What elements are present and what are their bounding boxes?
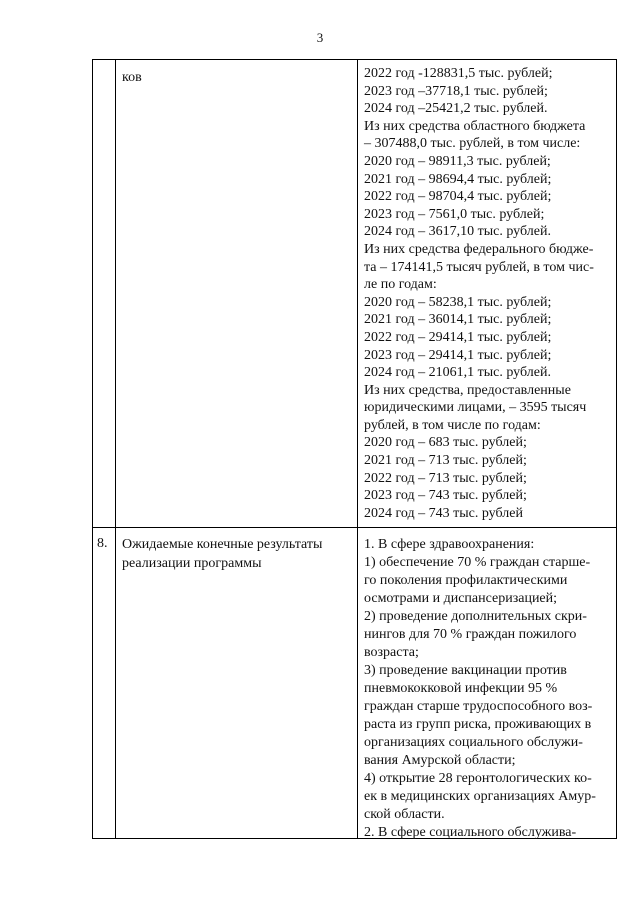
content-line: 2024 год –25421,2 тыс. рублей. [364, 101, 548, 117]
row-number: 8. [93, 528, 116, 838]
row-content [358, 528, 616, 838]
content-line: возраста; [364, 645, 419, 660]
content-line: 1. В сфере здравоохранения: [364, 537, 535, 552]
content-line: осмотрами и диспансеризацией; [364, 591, 558, 606]
content-line: рублей, в том числе по годам: [364, 417, 541, 433]
row-content [358, 60, 616, 527]
content-line: Из них средства федерального бюдже- [364, 241, 594, 257]
content-line: 1) обеспечение 70 % граждан старше- [364, 555, 591, 570]
content-line: раста из групп риска, проживающих в [364, 717, 592, 732]
content-line: го поколения профилактическими [364, 573, 568, 588]
content-line: 2021 год – 98694,4 тыс. рублей; [364, 171, 552, 187]
content-line: 2024 год – 21061,1 тыс. рублей. [364, 365, 551, 381]
content-line: 2023 год – 29414,1 тыс. рублей; [364, 347, 552, 363]
content-line: 2023 год – 7561,0 тыс. рублей; [364, 206, 545, 222]
content-line: 2022 год – 98704,4 тыс. рублей; [364, 189, 552, 205]
row-label: ков [116, 60, 358, 527]
table-row [92, 528, 617, 839]
content-line: граждан старше трудоспособного воз- [364, 699, 593, 714]
content-line: ле по годам: [364, 277, 437, 293]
content-line: та – 174141,5 тысяч рублей, в том чис- [364, 259, 594, 275]
content-line: Из них средства, предоставленные [364, 382, 571, 398]
content-line: 2020 год – 98911,3 тыс. рублей; [364, 153, 551, 169]
content-line: ек в медицинских организациях Амур- [364, 789, 596, 804]
table-row [92, 60, 617, 528]
content-line: Из них средства областного бюджета [364, 118, 586, 134]
content-line: 2020 год – 683 тыс. рублей; [364, 435, 527, 451]
content-line: 2023 год –37718,1 тыс. рублей; [364, 83, 548, 99]
content-line: 2022 год – 713 тыс. рублей; [364, 470, 527, 486]
content-line: 2) проведение дополнительных скри- [364, 609, 587, 624]
content-line: 2. В сфере социального обслужива- [364, 825, 577, 840]
program-passport-table [92, 59, 617, 839]
content-line: 2022 год – 29414,1 тыс. рублей; [364, 329, 552, 345]
page-number: 3 [316, 30, 324, 45]
content-line: 2020 год – 58238,1 тыс. рублей; [364, 294, 552, 310]
content-line: 2023 год – 743 тыс. рублей; [364, 488, 527, 504]
content-line: организациях социального обслужи- [364, 735, 583, 750]
content-line: вания Амурской области; [364, 753, 516, 768]
content-line: – 307488,0 тыс. рублей, в том числе: [364, 136, 581, 152]
content-line: пневмококковой инфекции 95 % [364, 681, 558, 696]
row-number [93, 60, 116, 527]
content-line: 2021 год – 36014,1 тыс. рублей; [364, 312, 552, 328]
content-line: ской области. [364, 807, 445, 822]
content-line: нингов для 70 % граждан пожилого [364, 627, 577, 642]
content-line: 2024 год – 743 тыс. рублей [364, 505, 523, 521]
content-line: 4) открытие 28 геронтологических ко- [364, 771, 592, 786]
content-line: 2022 год -128831,5 тыс. рублей; [364, 66, 553, 81]
content-line: юридическими лицами, – 3595 тысяч [364, 400, 587, 416]
content-line: 3) проведение вакцинации против [364, 663, 567, 678]
row-label: Ожидаемые конечные результаты реализации программы [116, 528, 358, 838]
content-line: 2024 год – 3617,10 тыс. рублей. [364, 224, 551, 240]
content-line: 2021 год – 713 тыс. рублей; [364, 453, 527, 469]
